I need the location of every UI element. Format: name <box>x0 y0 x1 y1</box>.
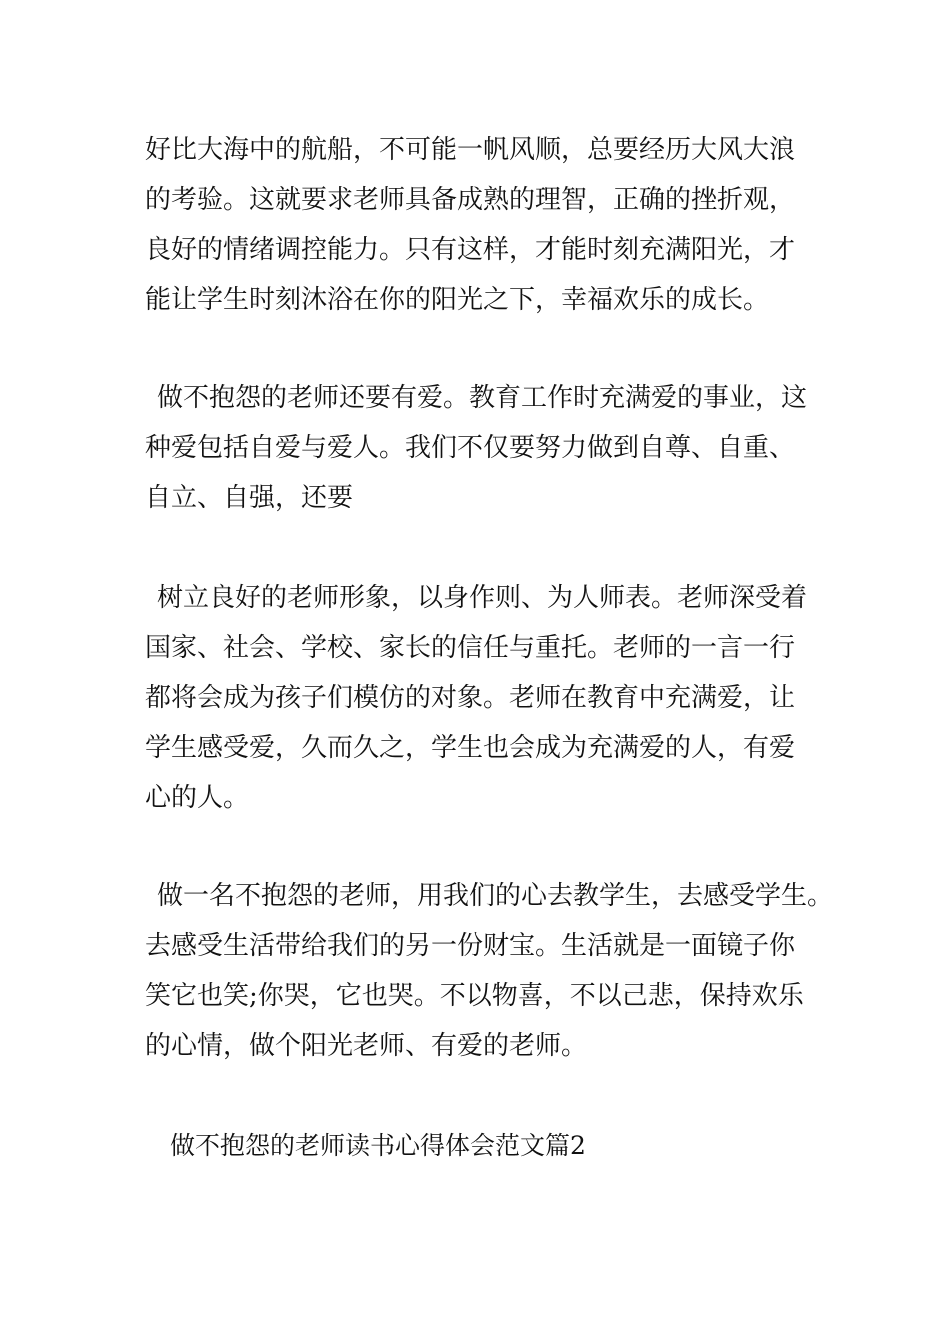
text-line: 能让学生时刻沐浴在你的阳光之下，幸福欢乐的成长。 <box>145 285 770 315</box>
text-line: 去感受生活带给我们的另一份财宝。生活就是一面镜子你 <box>145 931 796 961</box>
text-line: 好比大海中的航船，不可能一帆风顺，总要经历大风大浪 <box>145 135 796 165</box>
text-line: 做一名不抱怨的老师，用我们的心去教学生，去感受学生。 <box>157 881 834 911</box>
text-line: 种爱包括自爱与爱人。我们不仅要努力做到自尊、自重、 <box>145 433 796 463</box>
text-line: 心的人。 <box>145 783 250 813</box>
text-line: 学生感受爱，久而久之，学生也会成为充满爱的人，有爱 <box>145 733 796 763</box>
text-line: 的心情，做个阳光老师、有爱的老师。 <box>145 1031 588 1061</box>
text-line: 都将会成为孩子们模仿的对象。老师在教育中充满爱，让 <box>145 683 796 713</box>
section-heading: 做不抱怨的老师读书心得体会范文篇2 <box>170 1131 586 1160</box>
text-line: 笑它也笑;你哭，它也哭。不以物喜，不以己悲，保持欢乐 <box>145 981 804 1011</box>
text-line: 树立良好的老师形象，以身作则、为人师表。老师深受着 <box>157 583 808 613</box>
text-line: 自立、自强，还要 <box>145 483 354 513</box>
text-line: 做不抱怨的老师还要有爱。教育工作时充满爱的事业，这 <box>157 383 808 413</box>
text-line: 国家、社会、学校、家长的信任与重托。老师的一言一行 <box>145 633 796 663</box>
text-line: 良好的情绪调控能力。只有这样，才能时刻充满阳光，才 <box>145 235 796 265</box>
text-line: 的考验。这就要求老师具备成熟的理智，正确的挫折观， <box>145 185 796 215</box>
